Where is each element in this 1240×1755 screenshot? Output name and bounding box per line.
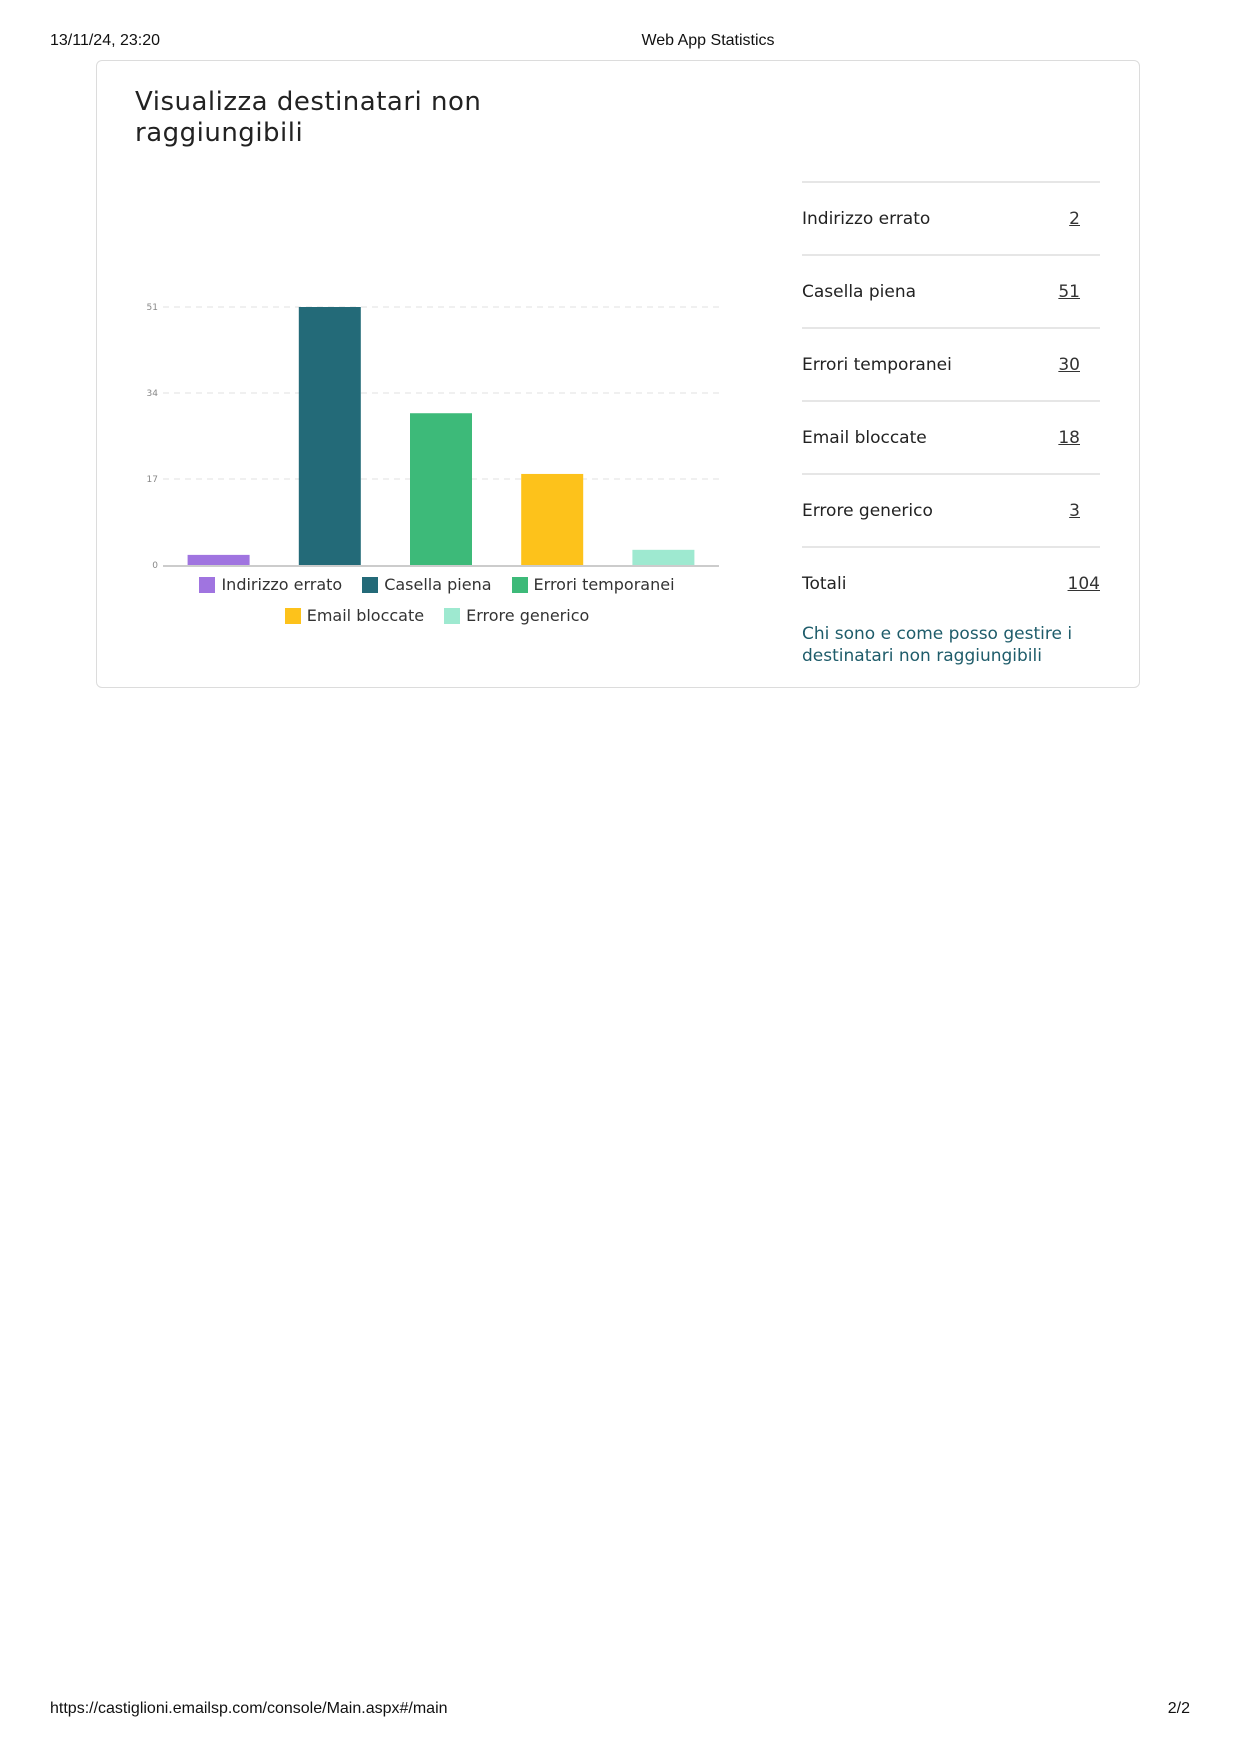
legend-item	[285, 606, 424, 625]
print-url: https://castiglioni.emailsp.com/console/Main.aspx#/main	[50, 1700, 448, 1717]
summary-value-link[interactable]: 3	[1069, 500, 1080, 521]
summary-label: Errore generico	[802, 500, 933, 521]
summary-value-link[interactable]: 30	[1058, 354, 1080, 375]
legend-swatch	[362, 577, 378, 593]
legend-swatch	[285, 608, 301, 624]
summary-label: Casella piena	[802, 281, 917, 302]
summary-table	[802, 181, 1100, 667]
summary-total-label: Totali	[802, 573, 847, 594]
legend-label: Email bloccate	[306, 606, 425, 625]
bar	[299, 307, 361, 565]
summary-total-row	[802, 546, 1100, 619]
legend-item	[199, 575, 342, 594]
bar	[632, 550, 694, 565]
summary-value-link[interactable]: 2	[1069, 208, 1080, 229]
summary-value-link[interactable]: 18	[1058, 427, 1080, 448]
y-tick-label: 34	[146, 389, 158, 399]
legend-item	[512, 575, 675, 594]
y-tick-label: 17	[146, 475, 158, 485]
help-link[interactable]: Chi sono e come posso gestire i destinatari non raggiungibili	[802, 624, 1073, 666]
bar	[188, 555, 250, 565]
legend-label: Casella piena	[384, 575, 492, 594]
print-title: Web App Statistics	[641, 32, 775, 49]
summary-row	[802, 400, 1100, 473]
summary-label: Errori temporanei	[802, 354, 952, 375]
legend-item	[362, 575, 491, 594]
bounced-recipients-card	[96, 60, 1140, 688]
bar	[521, 474, 583, 565]
summary-row	[802, 181, 1100, 254]
print-page-number: 2/2	[1167, 1700, 1190, 1717]
summary-row	[802, 327, 1100, 400]
y-tick-label: 51	[146, 303, 158, 313]
y-tick-label: 0	[152, 561, 158, 571]
legend-swatch	[444, 608, 460, 624]
legend-swatch	[199, 577, 215, 593]
legend-label: Errori temporanei	[533, 575, 675, 594]
summary-row	[802, 473, 1100, 546]
summary-label: Email bloccate	[802, 427, 927, 448]
bar-chart	[127, 231, 747, 571]
summary-value-link[interactable]: 51	[1058, 281, 1080, 302]
legend-label: Indirizzo errato	[221, 575, 343, 594]
summary-label: Indirizzo errato	[802, 208, 931, 229]
print-date: 13/11/24, 23:20	[50, 32, 161, 49]
summary-total-value-link[interactable]: 104	[1067, 573, 1100, 594]
summary-row	[802, 254, 1100, 327]
card-title: Visualizza destinatari non raggiungibili	[135, 87, 482, 148]
legend-label: Errore generico	[466, 606, 590, 625]
legend-item	[444, 606, 589, 625]
bar	[410, 413, 472, 565]
chart-legend	[157, 575, 717, 625]
legend-swatch	[512, 577, 528, 593]
